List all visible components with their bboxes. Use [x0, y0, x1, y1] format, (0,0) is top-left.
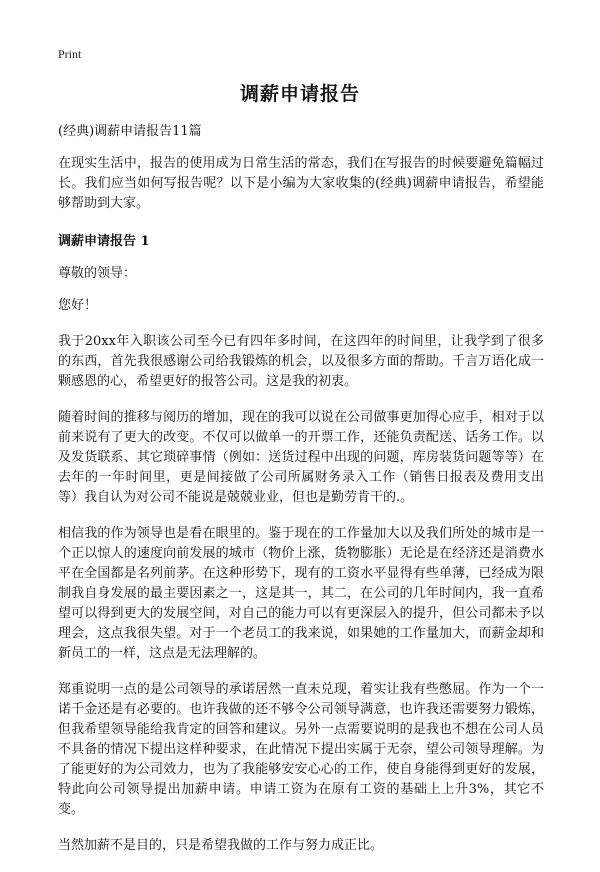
- intro-paragraph: 在现实生活中，报告的使用成为日常生活的常态，我们在写报告的时候要避免篇幅过长。我们应当如何写报告呢？以下是小编为大家收集的(经典)调薪申请报告，希望能够帮助到大家。: [58, 156, 544, 211]
- body-paragraph-1: 我于20xx年入职该公司至今已有四年多时间，在这四年的时间里，让我学到了很多的东西，首先我很感谢公司给我锻炼的机会，以及很多方面的帮助。千言万语化成一颗感恩的心，希望更好的报答公司。这是我的初衷。: [58, 334, 544, 389]
- document-subtitle: (经典)调薪申请报告11篇: [58, 124, 202, 139]
- body-paragraph-4: 郑重说明一点的是公司领导的承诺居然一直未兑现，着实让我有些憋屈。作为一个一诺千金还是有必要的。也许我做的还不够令公司领导满意，也许我还需要努力锻炼，但我希望领导能给我肯定的回答和建议。另外一点需要说明的是我也不想在公司人员不具备的情况下提出这样种要求，在此情况下提出实属于无奈，望公司领导理解。为了能更好的为公司效力，也为了我能够安安心心的工作，使自身能得到更好的发展，特此向公司领导提出加薪申请。申请工资为在原有工资的基础上上升3%，其它不变。: [58, 682, 544, 817]
- body-paragraph-3: 相信我的作为领导也是看在眼里的。鉴于现在的工作量加大以及我们所处的城市是一个正以惊人的速度向前发展的城市（物价上涨，货物膨胀）无论是在经济还是消费水平在全国都是名列前茅。在这种形势下，现有的工资水平显得有些单薄，已经成为限制我自身发展的最主要因素之一，这是其一，其二，在公司的几年时间内，我一直希望可以得到更大的发展空间，对自己的能力可以有更深层入的提升，但公司都未予以理会，这点我很失望。对于一个老员工的我来说，如果她的工作量加大，而薪金却和新员工的一样，这点是无法理解的。: [58, 526, 544, 661]
- document-title: 调薪申请报告: [239, 83, 360, 105]
- section-heading: 调薪申请报告 1: [58, 234, 150, 249]
- body-paragraph-2: 随着时间的推移与阅历的增加，现在的我可以说在公司做事更加得心应手，相对于以前来说有了更大的改变。不仅可以做单一的开票工作，还能负责配送、话务工作。以及发货联系、其它琐碎事情（例如：送货过程中出现的问题，库房装货问题等等）在去年的一年时间里，更是间接做了公司所属财务录入工作（销售日报表及费用支出等）我自认为对公司不能说是兢兢业业，但也是勤劳肯干的.。: [58, 410, 544, 505]
- greeting-line: 尊敬的领导：: [58, 266, 137, 281]
- print-link[interactable]: Print: [58, 47, 82, 61]
- body-paragraph-5: 当然加薪不是目的，只是希望我做的工作与努力成正比。: [58, 838, 384, 853]
- hello-line: 您好！: [58, 298, 98, 313]
- document-body: [58, 122, 544, 872]
